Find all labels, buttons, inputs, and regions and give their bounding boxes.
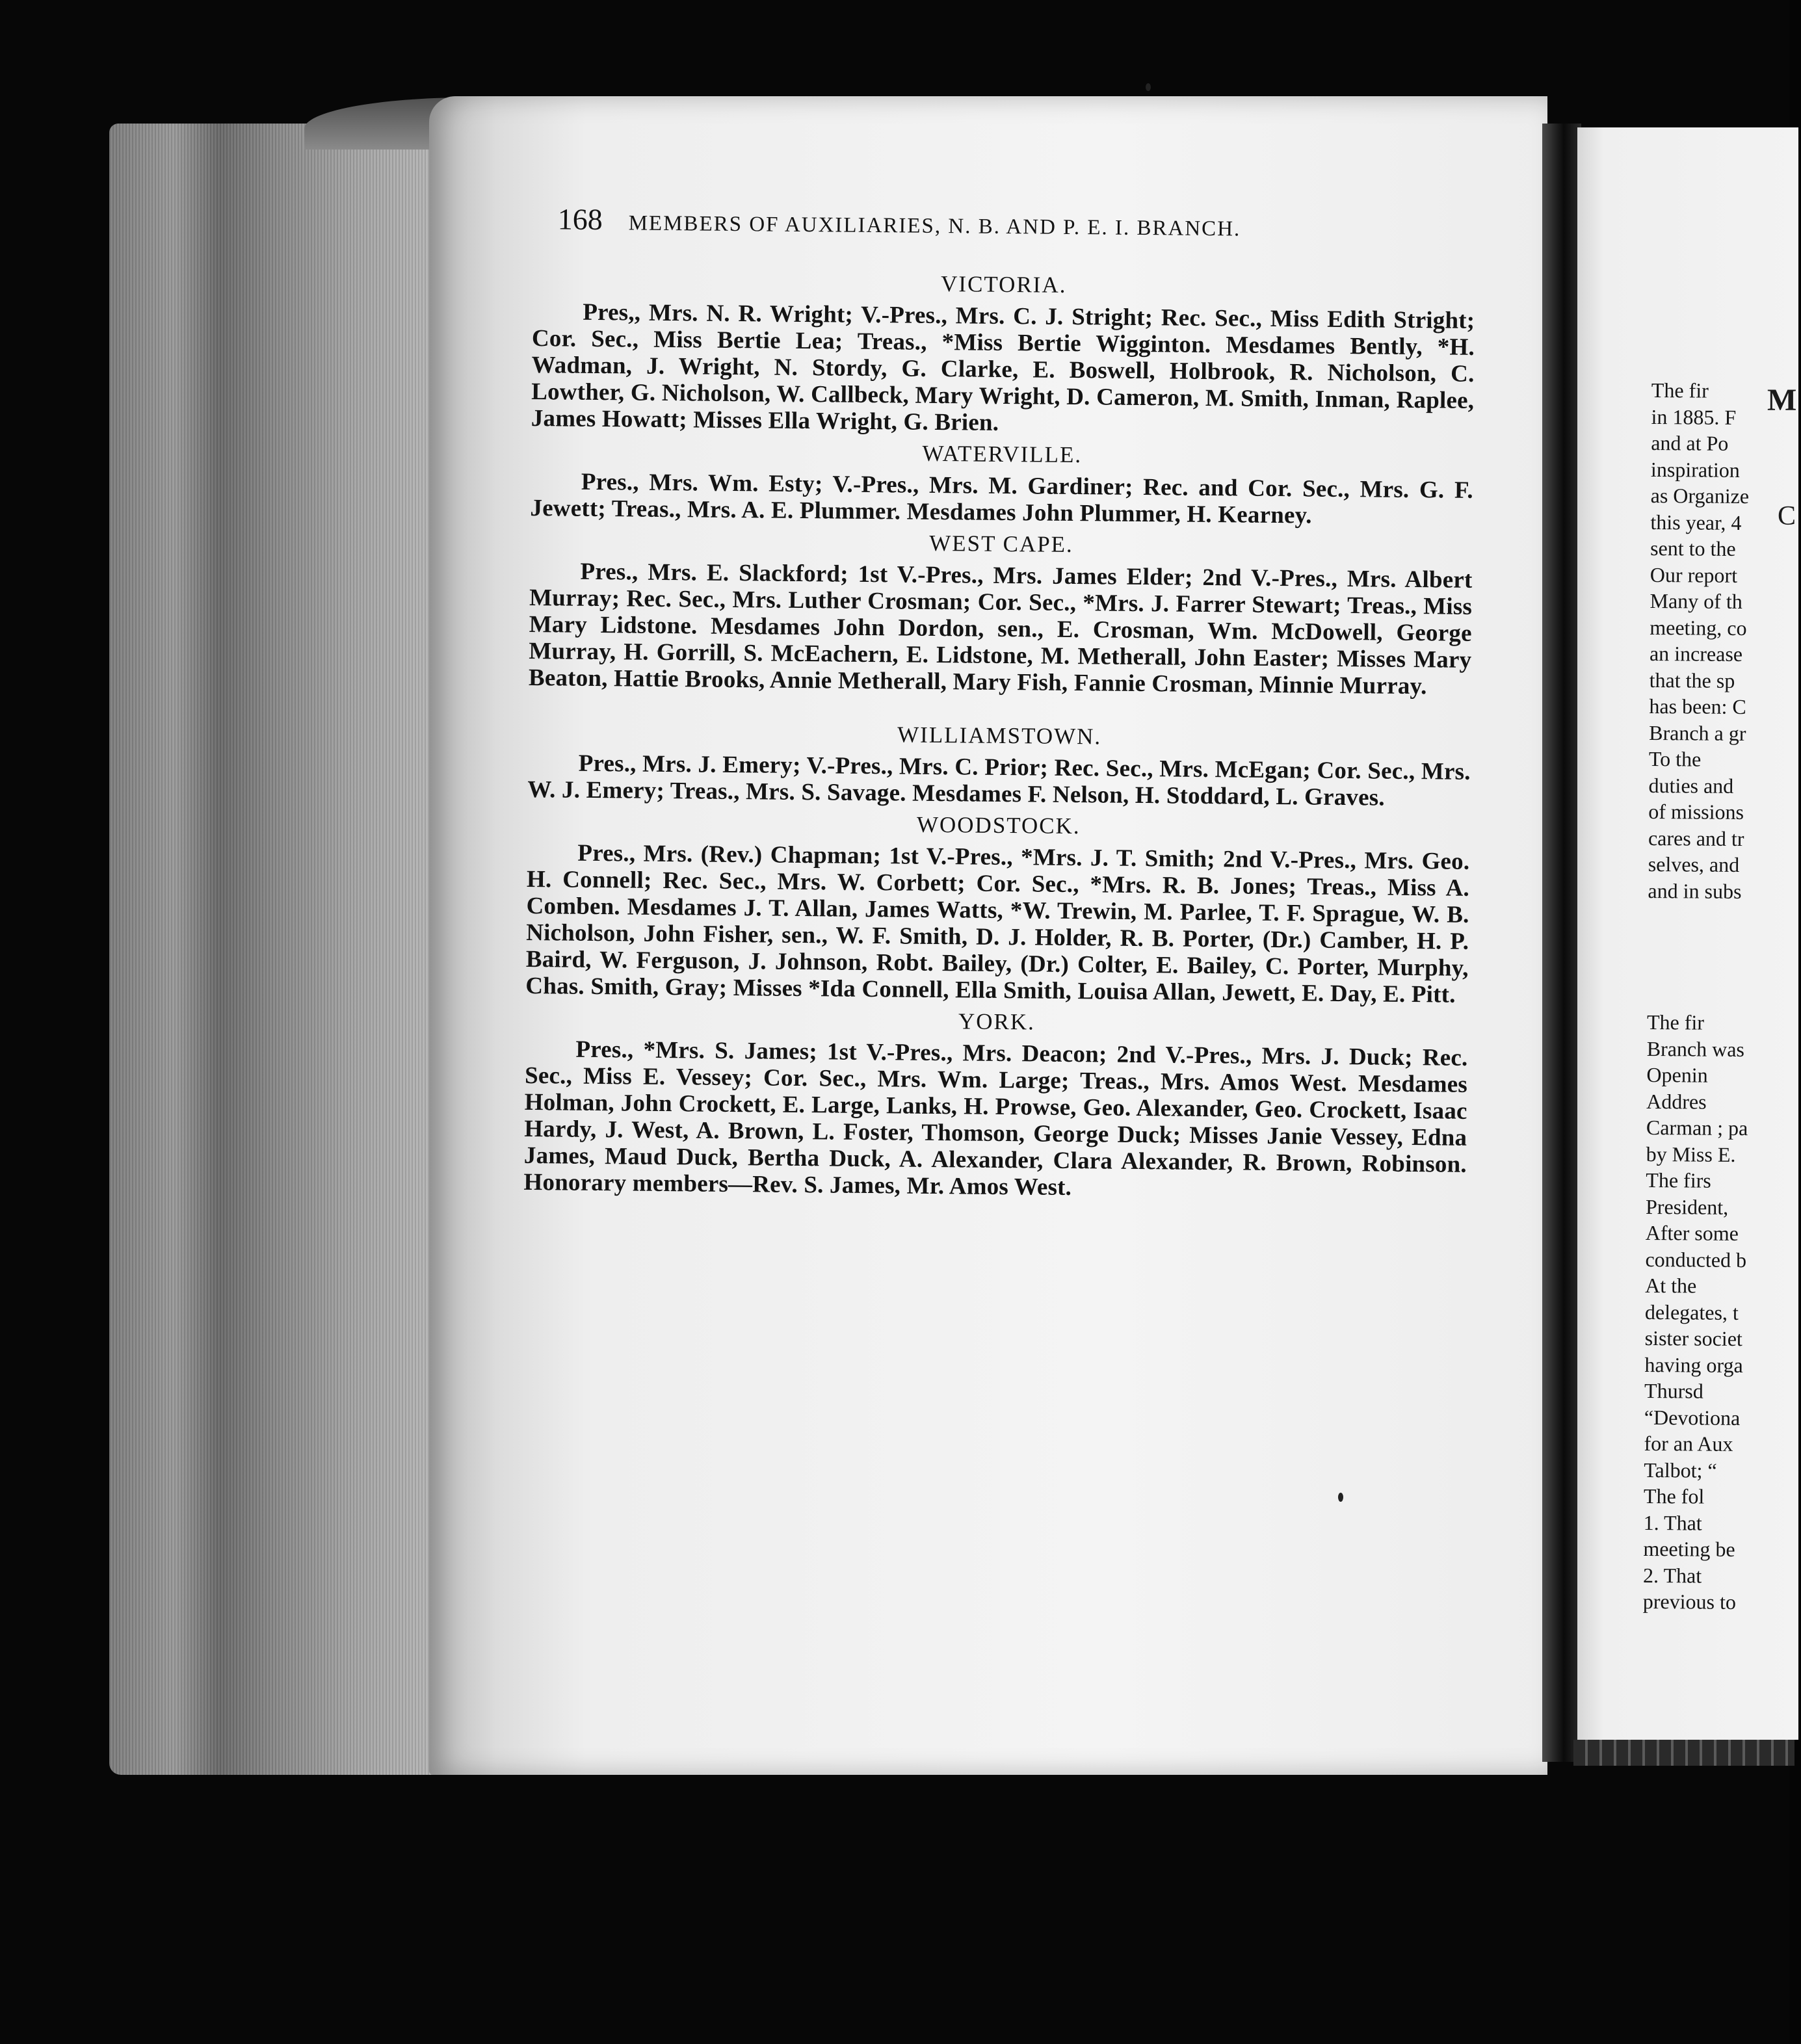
right-page-line: The fir bbox=[1646, 1010, 1705, 1034]
right-page-text bbox=[1643, 377, 1801, 1616]
right-page-line: After some bbox=[1645, 1220, 1739, 1245]
right-page-line: delegates, t bbox=[1644, 1300, 1739, 1324]
right-page-line: Branch was bbox=[1646, 1036, 1745, 1061]
right-page-bottom-edge bbox=[1573, 1740, 1794, 1766]
page-edge-stack bbox=[109, 124, 473, 1775]
left-page-text bbox=[523, 202, 1476, 1209]
section-body-waterville: Pres., Mrs. Wm. Esty; V.-Pres., Mrs. M. Gardiner; Rec. and Cor. Sec., Mrs. G. F. Jewett; Treas., Mrs. A. E. Plummer. Mesdames John Plummer, H. Kearney. bbox=[530, 468, 1473, 529]
right-page-line: as Organize bbox=[1650, 483, 1750, 508]
right-page-line: sister societ bbox=[1644, 1326, 1742, 1351]
right-page-line: Branch a gr bbox=[1649, 720, 1746, 745]
right-page-line: Many of th bbox=[1650, 588, 1742, 613]
right-page-line: previous to bbox=[1642, 1589, 1737, 1614]
right-page-line: this year, 4 bbox=[1650, 510, 1742, 534]
right-page-line: conducted b bbox=[1645, 1247, 1747, 1272]
dust-speck bbox=[1338, 1493, 1343, 1502]
right-page-block-1 bbox=[1648, 377, 1801, 905]
right-page-spacer bbox=[1647, 904, 1797, 1010]
section-body-williamstown: Pres., Mrs. J. Emery; V.-Pres., Mrs. C. Prior; Rec. Sec., Mrs. McEgan; Cor. Sec., Mrs. W. J. Emery; Treas., Mrs. S. Savage. Mesdames F. Nelson, H. Stoddard, L. Graves. bbox=[527, 750, 1471, 811]
section-heading-williamstown: WILLIAMSTOWN. bbox=[897, 722, 1102, 750]
right-page-line: To the bbox=[1648, 746, 1702, 771]
section-body-victoria: Pres,, Mrs. N. R. Wright; V.-Pres., Mrs. C. J. Stright; Rec. Sec., Miss Edith Stright; Cor. Sec., Miss Bertie Lea; Treas., *Miss Bertie Wigginton. Mesdames Bently, *H. Wadman, J. Wright, N. Stordy, G. Clarke, E. Boswell, Holbrook, R. Nicholson, C. Lowther, G. Nicholson, W. Callbeck, Mary Wright, D. Cameron, M. Smith, Inman, Raplee, James Howatt; Misses Ella Wright, G. Brien. bbox=[531, 298, 1475, 436]
right-page-line: Addres bbox=[1646, 1089, 1707, 1114]
right-page-line: meeting, co bbox=[1650, 615, 1747, 640]
section-body-woodstock: Pres., Mrs. (Rev.) Chapman; 1st V.-Pres., *Mrs. J. T. Smith; 2nd V.-Pres., Mrs. Geo. H. Connell; Rec. Sec., Mrs. W. Corbett; Cor. Sec., *Mrs. R. B. Jones; Treas., Miss A. Comben. Mesdames J. T. Allan, James Watts, *W. Trewin, M. Parlee, T. F. Sprague, W. B. Nicholson, John Fisher, sen., W. F. Smith, D. J. Holder, R. B. Porter, (Dr.) Camber, H. P. Baird, W. Ferguson, J. Johnson, Robt. Bailey, (Dr.) Colter, E. Bailey, C. Porter, Murphy, Chas. Smith, Gray; Misses *Ida Connell, Ella Smith, Louisa Allan, Jewett, E. Day, E. Pitt. bbox=[525, 839, 1470, 1008]
right-page-line: by Miss E. bbox=[1646, 1142, 1736, 1166]
right-page-line: The firs bbox=[1646, 1168, 1711, 1192]
section-heading-woodstock: WOODSTOCK. bbox=[916, 811, 1081, 839]
right-page-line: and at Po bbox=[1651, 430, 1729, 455]
right-page-line: having orga bbox=[1644, 1352, 1743, 1377]
right-page-line: Talbot; “ bbox=[1644, 1458, 1717, 1482]
right-page-line: Openin bbox=[1646, 1062, 1708, 1087]
right-page-line: selves, and bbox=[1648, 852, 1740, 876]
right-page-line: in 1885. F bbox=[1651, 404, 1737, 429]
section-body-west-cape: Pres., Mrs. E. Slackford; 1st V.-Pres., Mrs. James Elder; 2nd V.-Pres., Mrs. Albert Murray; Rec. Sec., Mrs. Luther Crosman; Cor. Sec., *Mrs. J. Farrer Stewart; Treas., Miss Mary Lidstone. Mesdames John Dordon, sen., E. Crosman, Wm. McDowell, George Murray, H. Gorrill, S. McEachern, E. Lidstone, M. Metherall, John Easter; Misses Mary Beaton, Hattie Brooks, Annie Metherall, Mary Fish, Fannie Crosman, Minnie Murray. bbox=[528, 558, 1473, 700]
right-page-line: At the bbox=[1645, 1273, 1697, 1298]
right-page-line: cares and tr bbox=[1648, 826, 1744, 850]
right-page-line: that the sp bbox=[1649, 668, 1735, 692]
right-page-line: meeting be bbox=[1643, 1536, 1735, 1561]
section-body-york: Pres., *Mrs. S. James; 1st V.-Pres., Mrs. Deacon; 2nd V.-Pres., Mrs. J. Duck; Rec. Sec., Miss E. Vessey; Cor. Sec., Mrs. Wm. Large; Treas., Mrs. Amos West. Mesdames Holman, John Crockett, E. Large, Lanks, H. Prowse, Geo. Alexander, Geo. Crockett, Isaac Hardy, J. West, A. Brown, L. Foster, Thomson, George Duck; Misses Janie Vessey, Edna James, Maud Duck, Bertha Duck, A. Alexander, Clara Alexander, R. Brown, Robinson. Honorary members—Rev. S. James, Mr. Amos West. bbox=[523, 1036, 1468, 1201]
right-page-line: duties and bbox=[1648, 773, 1734, 798]
running-head-title: MEMBERS OF AUXILIARIES, N. B. AND P. E. I. BRANCH. bbox=[628, 211, 1241, 241]
right-page-line: Carman ; pa bbox=[1646, 1115, 1748, 1140]
right-page-subheading-letter: C bbox=[1778, 501, 1796, 531]
right-page-line: President, bbox=[1645, 1194, 1729, 1219]
right-page-line: “Devotiona bbox=[1644, 1405, 1741, 1430]
section-heading-waterville: WATERVILLE. bbox=[922, 440, 1083, 468]
right-page-line: inspiration bbox=[1650, 457, 1741, 482]
section-heading-west-cape: WEST CAPE. bbox=[929, 530, 1073, 557]
right-page-line: The fol bbox=[1643, 1484, 1705, 1508]
dust-speck bbox=[1146, 83, 1151, 91]
right-page-line: for an Aux bbox=[1644, 1431, 1733, 1456]
right-page-line: Our report bbox=[1650, 562, 1738, 587]
right-page-heading-letter: M bbox=[1767, 383, 1797, 417]
page-number: 168 bbox=[557, 202, 603, 237]
section-heading-victoria: VICTORIA. bbox=[940, 271, 1067, 298]
section-heading-york: YORK. bbox=[958, 1008, 1036, 1035]
right-page-line: sent to the bbox=[1650, 536, 1736, 560]
right-page-line: has been: C bbox=[1649, 694, 1746, 719]
right-page-block-2 bbox=[1643, 1009, 1796, 1616]
right-page-line: 1. That bbox=[1643, 1510, 1702, 1535]
right-page-line: 2. That bbox=[1643, 1563, 1702, 1588]
right-page-line: Thursd bbox=[1644, 1378, 1703, 1403]
right-page-line: an increase bbox=[1649, 641, 1743, 666]
right-page-line: The fir bbox=[1651, 378, 1709, 402]
right-page-line: and in subs bbox=[1648, 878, 1742, 903]
right-page-line: of missions bbox=[1648, 799, 1744, 824]
book-gutter bbox=[1542, 124, 1581, 1762]
